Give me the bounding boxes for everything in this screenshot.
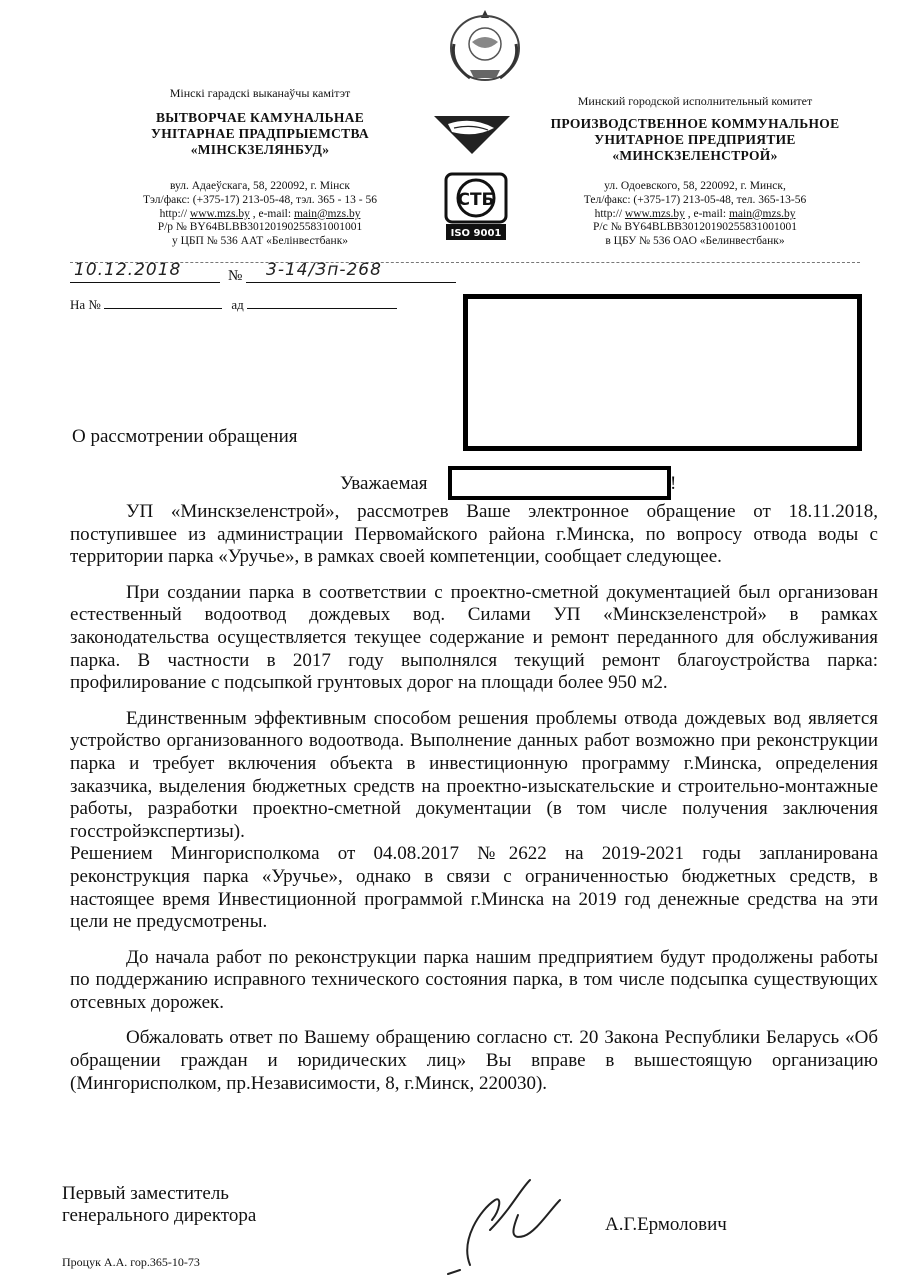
state-emblem-icon	[440, 4, 530, 84]
paragraph-4: Решением Мингорисполкома от 04.08.2017 №2622 на 2019-2021 годы запланирована реконструкция парка «Уручье», однако в связи с ограниченностью бюджетных средств, в настоящее время Инвестиционной программой г.Минска на 2019 год денежные средства на эти цели не предусмотрены.	[70, 843, 878, 933]
org-name-by-1: ВЫТВОРЧАЕ КАМУНАЛЬНАЕ	[155, 109, 365, 125]
account-by: Р/р № BY64BLBB30120190255831001001	[157, 221, 363, 234]
outgoing-date: 10.12.2018	[74, 260, 182, 280]
website-link[interactable]: www.mzs.by	[624, 207, 685, 220]
paragraph-5: До начала работ по реконструкции парка нашим предприятием будут продолжены работы по поддержанию исправного технического состояния парка, в том числе подсыпка существующих отсевных дорожек.	[70, 946, 878, 1013]
committee-ru: Минский городской исполнительный комитет	[577, 94, 813, 108]
addressee-redacted	[463, 294, 862, 451]
outgoing-number	[70, 258, 460, 286]
header-left	[100, 86, 420, 158]
web-prefix: http://	[159, 207, 190, 220]
leaf-logo-icon	[432, 110, 512, 156]
bank-by: у ЦБП № 536 ААТ «Белінвестбанк»	[171, 235, 349, 248]
outgoing-reg-number: 3-14/Зп-268	[266, 260, 382, 280]
incoming-reference	[70, 297, 410, 313]
incoming-from-label: ад	[231, 297, 244, 312]
paragraph-3: Единственным эффективным способом решения проблемы отвода дождевых вод является устройство организованного водоотвода. Выполнение данных работ возможно при реконструкции парка и требует включения объекта в инвестиционную программу г.Минска, определения заказчика, выделения бюджетных средств на проектно-изыскательские и строительно-монтажные работы, разработки проектно-сметной документации (в том числе получения заключения госстройэкспертизы).	[70, 707, 878, 842]
incoming-no-label: На №	[70, 297, 101, 312]
handwritten-signature-icon	[440, 1170, 580, 1275]
paragraph-2: При создании парка в соответствии с проектно-сметной документацией был организован естественный водоотвод дождевых вод. Силами УП «Минскзеленстрой» в рамках законодательства осуществляется текущее содержание и ремонт переданного для обслуживания парка. В частности в 2017 году выполнялся текущий ремонт благоустройства парка: профилирование с подсыпкой грунтовых дорог на площади более 950 м2.	[70, 581, 878, 694]
phone-ru: Тел/факс: (+375-17) 213-05-48, тел. 365-13-56	[583, 193, 807, 206]
signatory-name: А.Г.Ермолович	[605, 1214, 727, 1235]
subject: О рассмотрении обращения	[72, 426, 298, 447]
address-ru: ул. Одоевского, 58, 220092, г. Минск,	[604, 180, 786, 192]
org-name-ru-1: ПРОИЗВОДСТВЕННОЕ КОММУНАЛЬНОЕ	[550, 115, 840, 131]
position-line-2: генерального директора	[62, 1205, 257, 1226]
signatory-position	[62, 1183, 256, 1227]
bank-ru: в ЦБУ № 536 ОАО «Белинвестбанк»	[605, 235, 785, 248]
letter-body	[70, 501, 878, 1095]
org-name-by-2: УНІТАРНАЕ ПРАДПРЫЕМСТВА	[151, 125, 369, 141]
salutation-end: !	[670, 473, 677, 494]
svg-text:СТБ: СТБ	[457, 190, 495, 210]
org-name-ru-2: УНИТАРНОЕ ПРЕДПРИЯТИЕ	[594, 131, 796, 147]
web-prefix: http://	[594, 207, 625, 220]
account-ru: Р/с № BY64BLBB30120190255831001001	[593, 221, 797, 234]
phone-by: Тэл/факс: (+375-17) 213-05-48, тэл. 365 - 13 - 56	[143, 193, 377, 206]
email-link[interactable]: main@mzs.by	[728, 207, 796, 220]
svg-text:ISO 9001: ISO 9001	[450, 228, 502, 239]
salutation	[340, 472, 700, 502]
paragraph-1: УП «Минскзеленстрой», рассмотрев Ваше электронное обращение от 18.11.2018, поступившее из администрации Первомайского района г.Минска, по вопросу отвода воды с территории парка «Уручье», в рамках своей компетенции, сообщает следующее.	[70, 501, 878, 568]
org-name-by-3: «МІНСКЗЕЛЯНБУД»	[190, 141, 330, 157]
position-line-1: Первый заместитель	[62, 1183, 229, 1204]
address-right	[540, 180, 850, 249]
address-left	[100, 180, 420, 249]
paragraph-6: Обжаловать ответ по Вашему обращению согласно ст. 20 Закона Республики Беларусь «Об обращении граждан и юридических лиц» Вы вправе в вышестоящую организацию (Мингорисполком, пр.Независимости, 8, г.Минск, 220030).	[70, 1027, 878, 1094]
committee-by: Мінскі гарадскі выканаўчы камітэт	[169, 86, 351, 100]
email-prefix: , e-mail:	[684, 207, 729, 220]
email-prefix: , e-mail:	[249, 207, 294, 220]
address-by: вул. Адаеўскага, 58, 220092, г. Мінск	[169, 180, 350, 192]
org-name-ru-3: «МИНСКЗЕЛЕНСТРОЙ»	[612, 147, 778, 163]
header-right	[530, 94, 860, 164]
executor-info: Процук А.А. гор.365-10-73	[62, 1255, 200, 1269]
outgoing-no-label: №	[228, 268, 243, 284]
email-link[interactable]: main@mzs.by	[293, 207, 361, 220]
website-link[interactable]: www.mzs.by	[189, 207, 250, 220]
salutation-text: Уважаемая	[340, 473, 428, 494]
stb-cert-icon	[444, 172, 508, 242]
name-redacted	[448, 466, 671, 500]
